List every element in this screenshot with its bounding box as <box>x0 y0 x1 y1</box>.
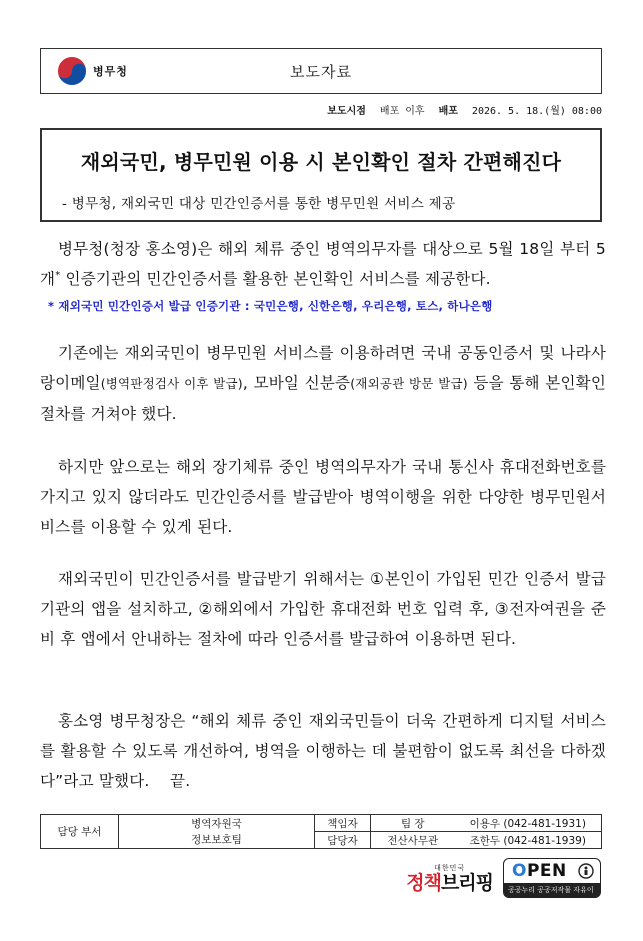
policy-logo-part2: 브리핑 <box>440 872 493 894</box>
p1-text-b: 인증기관의 민간인증서를 활용한 본인확인 서비스를 제공한다. <box>60 270 491 288</box>
distribution-date: 2026. 5. 18.(월) 08:00 <box>471 106 602 117</box>
dept-name-1: 병역자원국 <box>119 815 315 832</box>
paragraph-5 <box>40 706 606 796</box>
title-box <box>40 128 602 222</box>
policy-briefing-logo <box>406 863 493 893</box>
role-2: 담당자 <box>315 832 371 849</box>
paragraph-2 <box>40 338 606 429</box>
policy-logo-part1: 정책 <box>406 872 441 894</box>
open-word: PEN <box>526 861 567 881</box>
position-1: 팀 장 <box>371 815 455 832</box>
by-person-icon <box>578 863 594 879</box>
release-timing <box>40 102 602 116</box>
p2-text-a: 기존에는 재외국민이 병무민원 서비스를 이용하려면 국내 공동인증서 및 나라사랑이메일 <box>40 344 606 392</box>
release-label: 보도시점 <box>327 106 366 117</box>
paragraph-1 <box>40 234 606 294</box>
p4-text: 재외국민이 민간인증서를 발급받기 위해서는 ①본인이 가입된 민간 인증서 발급 기관의 앱을 설치하고, ②해외에서 가입한 휴대전화 번호 입력 후, ③전자여권을 준비 후 앱에서 안내하는 절차에 따라 인증서를 발급하여 이용하면 된다. <box>40 570 606 648</box>
position-2: 전산사무관 <box>371 832 455 849</box>
paragraph-4 <box>40 564 606 654</box>
dept-name-2: 정보보호팀 <box>119 832 315 849</box>
page-subtitle: - 병무청, 재외국민 대상 민간인증서를 통한 병무민원 서비스 제공 <box>62 196 456 212</box>
release-value: 배포 이후 <box>379 106 425 117</box>
open-bar-text: 공공누리 공공저작물 자유이용허락 <box>504 883 600 897</box>
p1-footnote-mark: * <box>55 269 61 281</box>
p2-text-b: , 모바일 신분증 <box>242 374 351 392</box>
footnote: * 재외국민 민간인증서 발급 인증기관 : 국민은행, 신한은행, 우리은행, 토스, 하나은행 <box>48 299 493 313</box>
person-1: 이용우 (042-481-1931) <box>455 815 602 832</box>
kogl-open-badge: OPEN 공공누리 공공저작물 자유이용허락 <box>503 858 601 898</box>
p5-text: 홍소영 병무청장은 “해외 체류 중인 재외국민들이 더욱 간편하게 디지털 서비스를 활용할 수 있도록 개선하여, 병역을 이행하는 데 불편함이 없도록 최선을 다하겠다”라고 말했다. <box>40 712 606 790</box>
end-mark: 끝. <box>170 772 191 790</box>
contact-table <box>40 814 602 849</box>
page-title: 재외국민, 병무민원 이용 시 본인확인 절차 간편해진다 <box>80 150 562 174</box>
distribution-label: 배포 <box>438 106 458 117</box>
role-1: 책임자 <box>315 815 371 832</box>
p2-small-2: (재외공관 방문 발급) <box>350 376 468 391</box>
dept-label: 담당 부서 <box>41 815 119 849</box>
p2-text-c: 등을 통해 본인확인 절차를 거쳐야 했다. <box>40 374 606 423</box>
person-2: 조한두 (042-481-1939) <box>455 832 602 849</box>
policy-logo-small: 대한민국 <box>434 864 466 872</box>
header-box <box>40 48 602 94</box>
doc-type-label: 보도자료 <box>290 62 352 81</box>
p1-text-a: 병무청(청장 홍소영)은 해외 체류 중인 병역의무자를 대상으로 5월 18일 부터 5개 <box>40 240 606 288</box>
p2-small-1: (병역판정검사 이후 발급) <box>100 376 243 391</box>
p3-text: 하지만 앞으로는 해외 장기체류 중인 병역의무자가 국내 통신사 휴대전화번호를 가지고 있지 않더라도 민간인증서를 발급받아 병역이행을 위한 다양한 병무민원서비스를 이용할 수 있게 된다. <box>40 458 606 536</box>
paragraph-3 <box>40 452 606 542</box>
footer-logos <box>406 858 601 908</box>
agency-name: 병무청 <box>93 65 128 78</box>
